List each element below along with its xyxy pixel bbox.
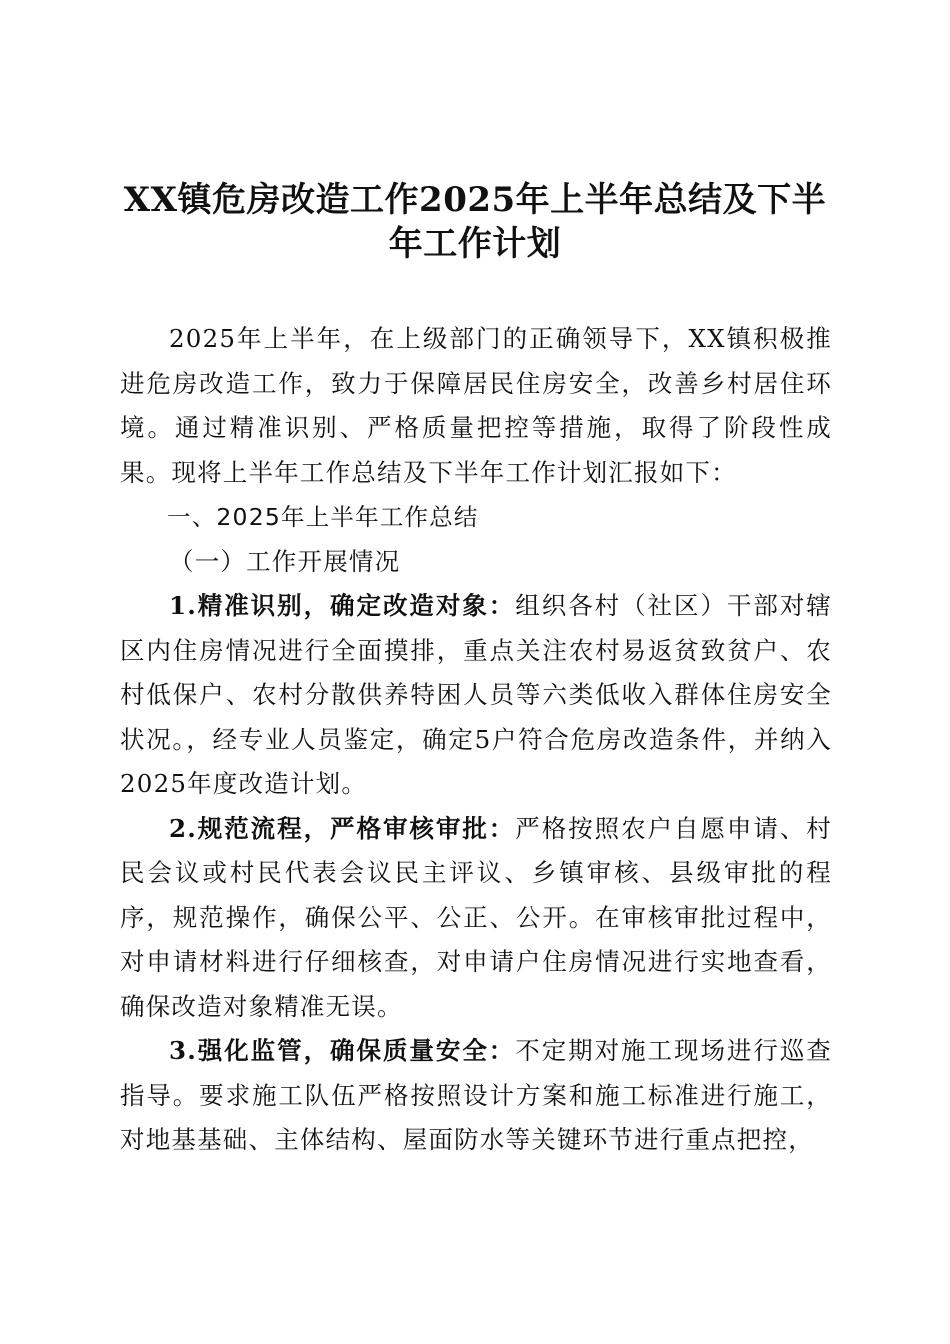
section-heading: 一、2025年上半年工作总结 (167, 503, 479, 531)
item-paragraph-1 (120, 584, 832, 807)
item-text-1: 组织各村（社区）干部对辖区内住房情况进行全面摸排，重点关注农村易返贫致贫户、农村低保户、农村分散供养特困人员等六类低收入群体住房安全状况。，经专业人员鉴定，确定5户符合危房改造条件，并纳入2025年度改造计划。 (120, 591, 832, 798)
title-line-1: XX镇危房改造工作2025年上半年总结及下半 (123, 180, 827, 220)
item-text-2: 严格按照农户自愿申请、村民会议或村民代表会议民主评议、乡镇审核、县级审批的程序，规范操作，确保公平、公正、公开。在审核审批过程中，对申请材料进行仔细核查，对申请户住房情况进行实地查看，确保改造对象精准无误。 (120, 813, 832, 1021)
document-body (120, 317, 832, 1163)
item-text-3: 不定期对施工现场进行巡查指导。要求施工队伍严格按照设计方案和施工标准进行施工，对地基基础、主体结构、屋面防水等关键环节进行重点把控， (120, 1036, 832, 1154)
subsection-heading: （一）工作开展情况 (169, 546, 401, 576)
item-paragraph-3 (120, 1029, 832, 1163)
item-lead-2: 2.规范流程，严格审核审批： (169, 813, 516, 843)
intro-paragraph: 2025年上半年，在上级部门的正确领导下，XX镇积极推进危房改造工作，致力于保障居民住房安全，改善乡村居住环境。通过精准识别、严格质量把控等措施，取得了阶段性成果。现将上半年工作总结及下半年工作计划汇报如下： (120, 324, 832, 487)
title-line-2: 年工作计划 (388, 224, 562, 264)
item-paragraph-2 (120, 807, 832, 1030)
item-lead-3: 3.强化监管，确保质量安全： (169, 1036, 516, 1065)
item-lead-1: 1.精准识别，确定改造对象： (169, 591, 516, 620)
document-title (100, 178, 850, 266)
